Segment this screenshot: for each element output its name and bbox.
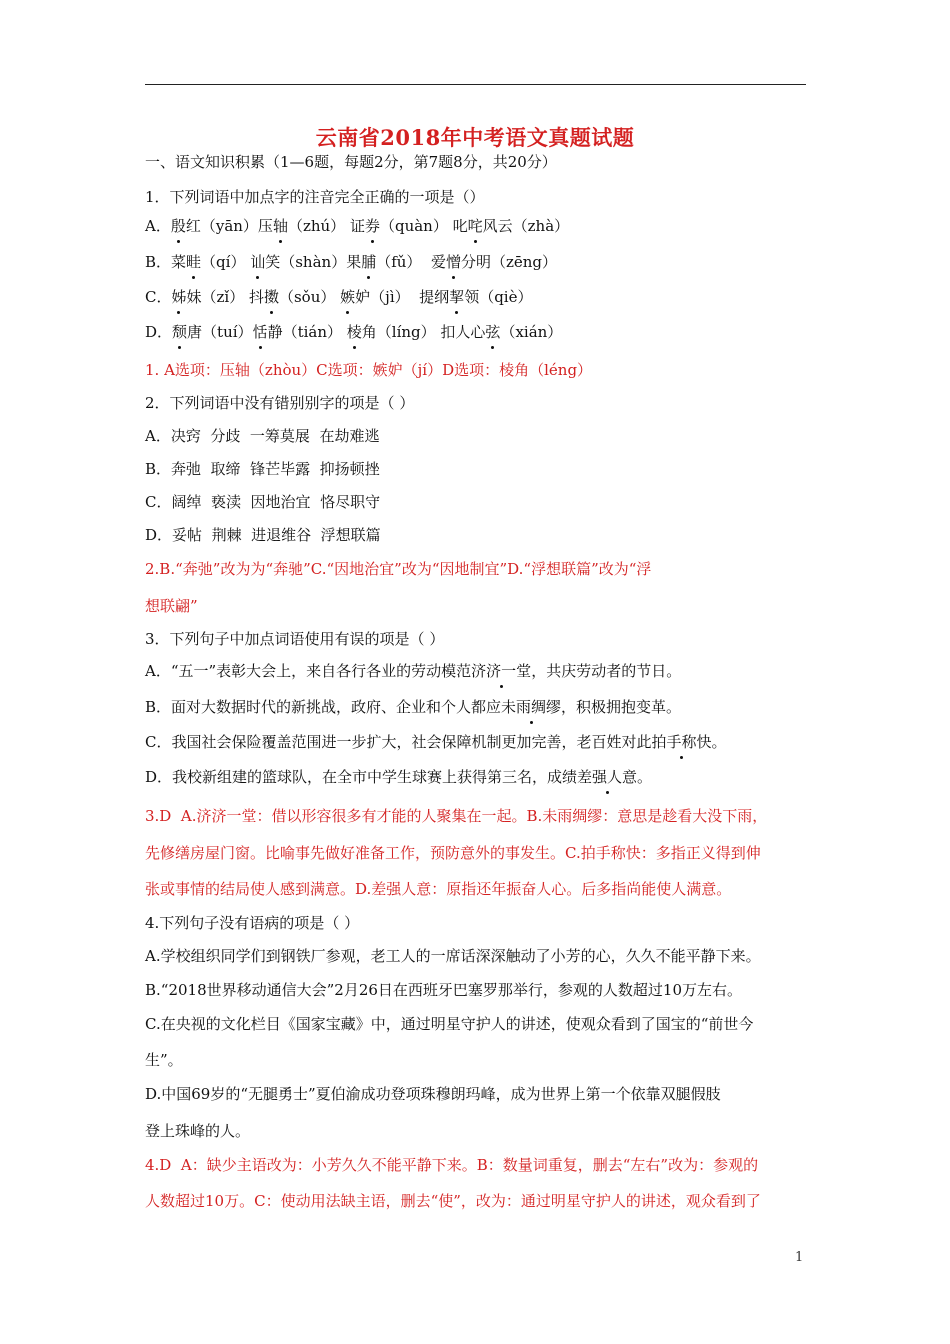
q1-stem: 1．下列词语中加点字的注音完全正确的一项是（）	[145, 188, 485, 206]
q4-stem: 4.下列句子没有语病的项是（ ）	[145, 914, 360, 932]
page-number: 1	[795, 1250, 804, 1265]
q3-option-a: A．“五一”表彰大会上，来自各行各业的劳动模范济济一堂，共庆劳动者的节日。	[145, 662, 682, 680]
q4-answer-line-1: 4.D A：缺少主语改为：小芳久久不能平静下来。B：数量词重复，删去“左右”改为：参观的	[145, 1156, 759, 1174]
page-title: 云南省2018年中考语文真题试题	[315, 125, 635, 150]
q2-stem: 2．下列词语中没有错别别字的项是（ ）	[145, 394, 415, 412]
header-rule	[145, 84, 806, 85]
q1-option-d: D．颓唐（tuí）恬静（tián） 棱角（líng） 扣人心弦（xián）	[145, 323, 563, 341]
q2-option-d: D．妥帖 荆棘 进退维谷 浮想联篇	[145, 526, 381, 544]
section-heading: 一、语文知识积累（1—6题，每题2分，第7题8分，共20分）	[145, 153, 557, 171]
q3-answer-line-3: 张或事情的结局使人感到满意。D.差强人意：原指还年振奋人心。后多指尚能使人满意。	[145, 880, 732, 898]
q1-option-c: C．姊妹（zǐ） 抖擞（sǒu） 嫉妒（jì） 提纲挈领（qiè）	[145, 288, 533, 306]
q2-option-b: B．奔弛 取缔 锋芒毕露 抑扬顿挫	[145, 460, 380, 478]
q2-option-a: A．决窍 分歧 一筹莫展 在劫难逃	[145, 427, 380, 445]
q3-stem: 3．下列句子中加点词语使用有误的项是（ ）	[145, 630, 445, 648]
q2-answer-line-2: 想联翩”	[145, 597, 198, 615]
q4-option-b: B.“2018世界移动通信大会”2月26日在西班牙巴塞罗那举行，参观的人数超过10万左右。	[145, 981, 743, 999]
q3-answer-line-1: 3.D A.济济一堂：借以形容很多有才能的人聚集在一起。B.未雨绸缪：意思是趁看大没下雨，	[145, 807, 768, 825]
q3-answer-line-2: 先修缮房屋门窗。比喻事先做好准备工作，预防意外的事发生。C.拍手称快：多指正义得到伸	[145, 844, 761, 862]
q4-answer-line-2: 人数超过10万。C：使动用法缺主语，删去“使”，改为：通过明星守护人的讲述，观众看到了	[145, 1192, 761, 1210]
q4-option-a: A.学校组织同学们到钢铁厂参观，老工人的一席话深深触动了小芳的心，久久不能平静下来。	[145, 947, 761, 965]
q1-option-b: B．菜畦（qí） 讪笑（shàn）果脯（fǔ） 爱憎分明（zēng）	[145, 253, 558, 271]
q1-answer: 1. A选项：压轴（zhòu）C选项：嫉妒（jí）D选项：棱角（léng）	[145, 361, 593, 379]
q3-option-d: D．我校新组建的篮球队，在全市中学生球赛上获得第三名，成绩差强人意。	[145, 768, 653, 786]
q4-option-d-line-1: D.中国69岁的“无腿勇士”夏伯渝成功登项珠穆朗玛峰，成为世界上第一个依靠双腿假肢	[145, 1085, 721, 1103]
q2-option-c: C．阔绰 亵渎 因地治宜 恪尽职守	[145, 493, 381, 511]
q4-option-c-line-1: C.在央视的文化栏目《国家宝藏》中，通过明星守护人的讲述，使观众看到了国宝的“前世今	[145, 1015, 754, 1033]
q4-option-d-line-2: 登上珠峰的人。	[145, 1122, 251, 1140]
q1-option-a: A．殷红（yān）压轴（zhú） 证券（quàn） 叱咤风云（zhà）	[145, 217, 570, 235]
q3-option-b: B．面对大数据时代的新挑战，政府、企业和个人都应未雨绸缪，积极拥抱变革。	[145, 698, 682, 716]
q2-answer-line-1: 2.B.“奔弛”改为为“奔驰”C.“因地治宜”改为“因地制宜”D.“浮想联篇”改为“浮	[145, 560, 652, 578]
q3-option-c: C．我国社会保险覆盖范围进一步扩大，社会保障机制更加完善，老百姓对此拍手称快。	[145, 733, 727, 751]
q4-option-c-line-2: 生”。	[145, 1051, 183, 1069]
